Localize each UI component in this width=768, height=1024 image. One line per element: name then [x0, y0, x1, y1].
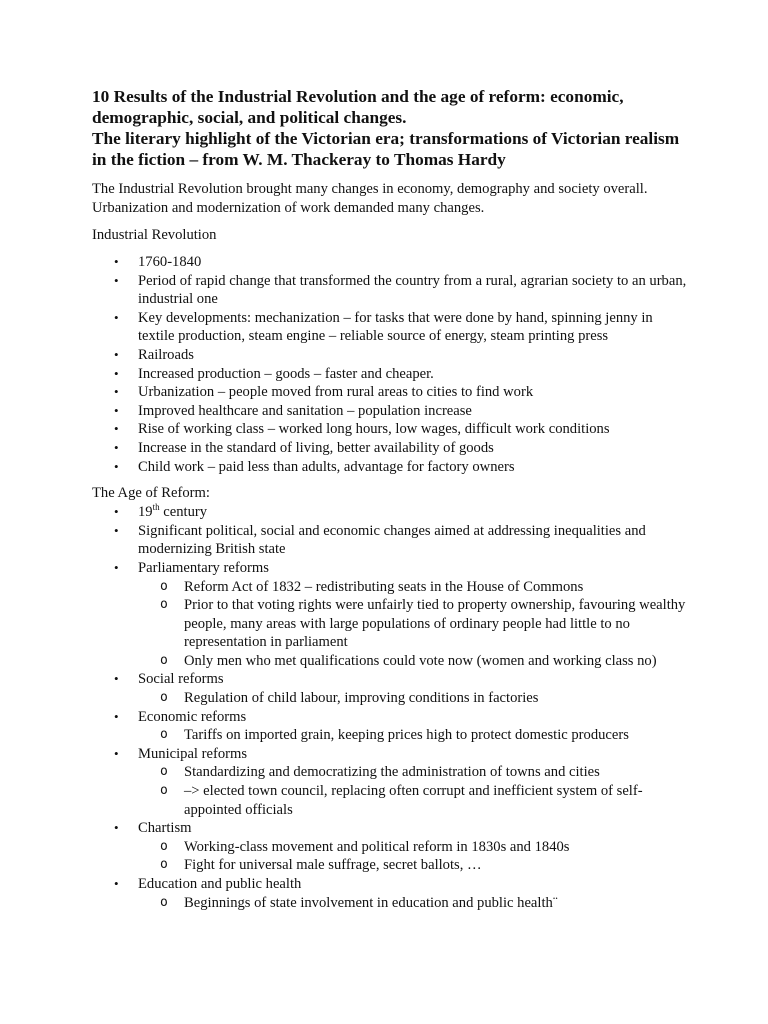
- sub-list-social: [138, 689, 692, 708]
- circle-bullet-icon: o: [160, 894, 168, 910]
- sub-list-item: o –> elected town council, replacing often corrupt and inefficient system of self-appointed officials: [160, 783, 643, 818]
- list-item: • Improved healthcare and sanitation – population increase: [114, 402, 472, 419]
- circle-bullet-icon: o: [160, 727, 168, 743]
- industrial-list: [92, 253, 692, 476]
- section-heading-industrial: Industrial Revolution: [92, 227, 217, 243]
- sub-list-item: o Beginnings of state involvement in education and public health¨: [160, 894, 558, 911]
- list-item-municipal: • Municipal reforms o Standardizing and democratizing the administration of towns and cities o –> elected town council, replacing often corrupt and inefficient system of self-appointed officials: [92, 745, 692, 819]
- bullet-icon: •: [114, 504, 119, 520]
- circle-bullet-icon: o: [160, 857, 168, 873]
- bullet-icon: •: [114, 559, 119, 575]
- list-item: • Railroads: [114, 346, 194, 363]
- list-item-education: • Education and public health o Beginnings of state involvement in education and public health¨: [92, 875, 692, 912]
- bullet-icon: •: [114, 421, 119, 437]
- list-item: • Key developments: mechanization – for tasks that were done by hand, spinning jenny in textile production, steam engine – reliable source of energy, steam printing press: [114, 309, 653, 345]
- circle-bullet-icon: o: [160, 690, 168, 706]
- bullet-icon: •: [114, 876, 119, 891]
- sub-list-item: o Working-class movement and political reform in 1830s and 1840s: [160, 838, 570, 855]
- bullet-icon: •: [114, 745, 119, 761]
- sub-list-item: o Prior to that voting rights were unfairly tied to property ownership, favouring wealthy people, many areas with large populations of ordinary people had little to no representation in parliament: [160, 597, 686, 651]
- sub-list-item: o Standardizing and democratizing the administration of towns and cities: [160, 764, 600, 781]
- reform-list: [92, 503, 692, 912]
- bullet-icon: •: [114, 365, 119, 381]
- bullet-icon: •: [114, 272, 119, 288]
- list-item-social: • Social reforms o Regulation of child labour, improving conditions in factories: [92, 670, 692, 707]
- sub-list-parliamentary: [138, 578, 692, 671]
- bullet-icon: •: [114, 671, 119, 687]
- circle-bullet-icon: o: [160, 578, 168, 594]
- circle-bullet-icon: o: [160, 597, 168, 613]
- circle-bullet-icon: o: [160, 838, 168, 854]
- bullet-icon: •: [114, 708, 119, 724]
- list-item: • 1760-1840: [114, 254, 202, 270]
- bullet-icon: •: [114, 522, 119, 538]
- section-heading-reform: The Age of Reform:: [92, 485, 210, 502]
- bullet-icon: •: [114, 346, 119, 362]
- bullet-icon: •: [114, 458, 119, 474]
- sub-list-item: o Only men who met qualifications could vote now (women and working class no): [160, 652, 657, 669]
- circle-bullet-icon: o: [160, 783, 168, 799]
- bullet-icon: •: [114, 254, 119, 269]
- circle-bullet-icon: o: [160, 764, 168, 780]
- circle-bullet-icon: o: [160, 652, 168, 668]
- list-item: • Urbanization – people moved from rural areas to cities to find work: [114, 384, 534, 401]
- list-item: • Period of rapid change that transformed the country from a rural, agrarian society to an urban, industrial one: [114, 272, 687, 308]
- intro-paragraph: The Industrial Revolution brought many changes in economy, demography and society overall. Urbanization and modernization of work demanded many changes.: [92, 181, 648, 216]
- sub-list-economic: [138, 726, 692, 745]
- list-item: • Increase in the standard of living, better availability of goods: [114, 439, 494, 456]
- list-item: • 19th century: [114, 502, 208, 521]
- list-item: • Child work – paid less than adults, advantage for factory owners: [114, 458, 515, 475]
- sub-list-municipal: [138, 763, 692, 819]
- document-body: [92, 86, 692, 912]
- list-item-parliamentary: • Parliamentary reforms o Reform Act of 1832 – redistributing seats in the House of Commons o Prior to that voting rights were unfairly tied to property ownership, favouring wealthy people, many areas with large populations of ordinary people had little to no representation in parliament o Only men who met qualifications could vote now (women and working class no): [92, 559, 692, 671]
- heading-title: 10 Results of the Industrial Revolution and the age of reform: economic, demographic, social, and political changes.: [92, 87, 624, 127]
- list-item-economic: • Economic reforms o Tariffs on imported grain, keeping prices high to protect domestic producers: [92, 708, 692, 745]
- bullet-icon: •: [114, 384, 119, 400]
- bullet-icon: •: [114, 820, 119, 836]
- list-item-chartism: • Chartism o Working-class movement and political reform in 1830s and 1840s o Fight for universal male suffrage, secret ballots, …: [92, 819, 692, 875]
- bullet-icon: •: [114, 402, 119, 418]
- heading-subtitle: The literary highlight of the Victorian era; transformations of Victorian realism in the fiction – from W. M. Thackeray to Thomas Hardy: [92, 129, 680, 169]
- sub-list-item: o Tariffs on imported grain, keeping prices high to protect domestic producers: [160, 727, 629, 744]
- sub-list-item: o Fight for universal male suffrage, secret ballots, …: [160, 857, 482, 874]
- sub-list-education: [138, 894, 692, 913]
- list-item: • Increased production – goods – faster and cheaper.: [114, 365, 434, 382]
- sub-list-item: o Regulation of child labour, improving conditions in factories: [160, 690, 539, 707]
- list-item: • Significant political, social and economic changes aimed at addressing inequalities and modernizing British state: [114, 522, 646, 558]
- sub-list-item: o Reform Act of 1832 – redistributing seats in the House of Commons: [160, 578, 584, 595]
- bullet-icon: •: [114, 309, 119, 325]
- list-item: • Rise of working class – worked long hours, low wages, difficult work conditions: [114, 421, 610, 438]
- sub-list-chartism: [138, 838, 692, 875]
- bullet-icon: •: [114, 439, 119, 455]
